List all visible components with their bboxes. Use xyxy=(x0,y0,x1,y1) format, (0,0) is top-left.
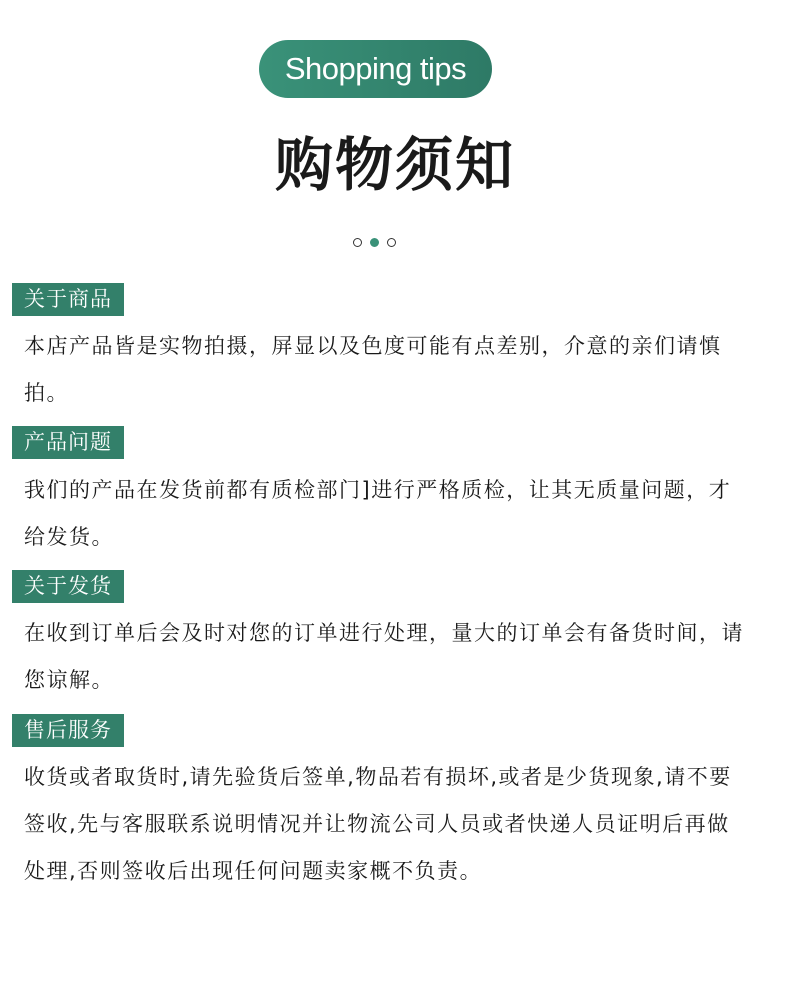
pager-dot-active xyxy=(370,238,379,247)
section-label-quality: 产品问题 xyxy=(12,426,124,459)
shopping-tips-badge: Shopping tips xyxy=(259,40,492,98)
section-body-quality: 我们的产品在发货前都有质检部门]进行严格质检，让其无质量问题，才给发货。 xyxy=(24,478,732,549)
pager-dot xyxy=(387,238,396,247)
section-label-after-sales: 售后服务 xyxy=(12,714,124,747)
section-body-shipping: 在收到订单后会及时对您的订单进行处理，量大的订单会有备货时间，请您谅解。 xyxy=(24,621,744,692)
pager-dots xyxy=(353,238,399,250)
section-label-shipping: 关于发货 xyxy=(12,570,124,603)
pager-dot xyxy=(353,238,362,247)
section-body-after-sales: 收货或者取货时,请先验货后签单,物品若有损坏,或者是少货现象,请不要签收,先与客服联系说明情况并让物流公司人员或者快递人员证明后再做处理,否则签收后出现任何问题卖家概不负责。 xyxy=(24,765,732,883)
page-title: 购物须知 xyxy=(274,131,515,199)
section-body-product: 本店产品皆是实物拍摄，屏显以及色度可能有点差别，介意的亲们请慎拍。 xyxy=(24,334,722,405)
section-label-product: 关于商品 xyxy=(12,283,124,316)
